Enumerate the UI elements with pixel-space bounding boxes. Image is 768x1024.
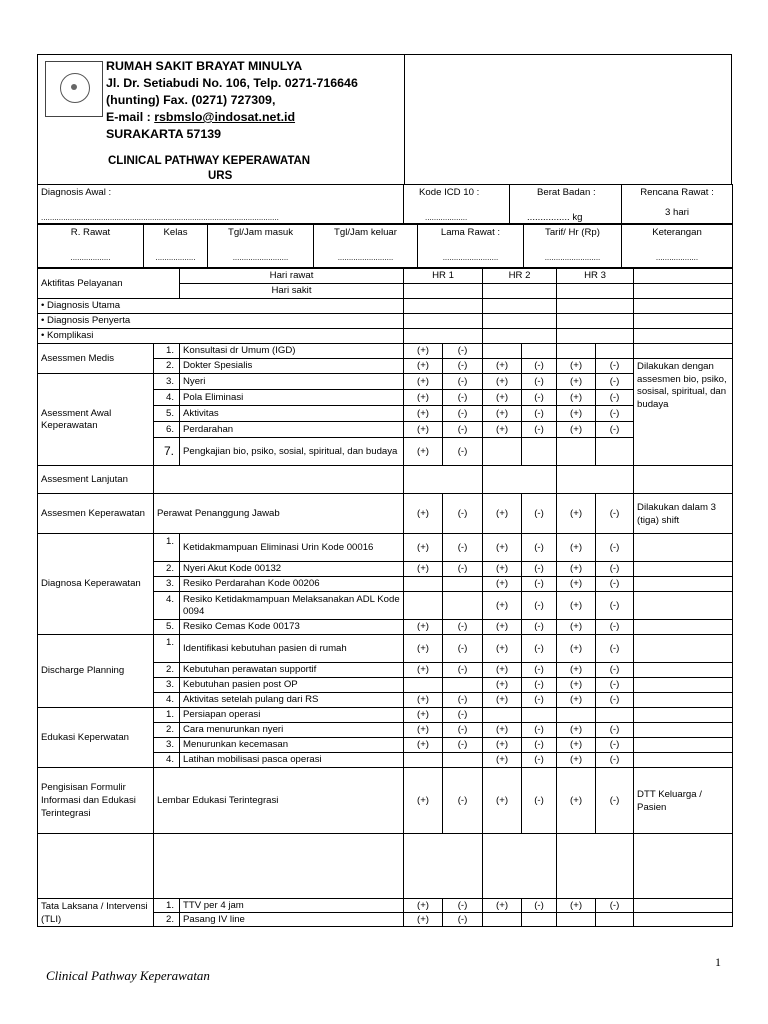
- table-row: 4. Resiko Ketidakmampuan Melaksanakan ADL Kode 0094 (+) (-) (+) (-): [38, 592, 733, 620]
- hr2-sakit-cell[interactable]: [483, 284, 557, 299]
- hospital-header: [38, 55, 405, 184]
- table-row: 2. Cara menurunkan nyeri (+) (-) (+) (-) (+) (-): [38, 723, 733, 738]
- table-row: Pengisisan Formulir Informasi dan Edukasi Terintegrasi Lembar Edukasi Terintegrasi (+) (-) (+) (-) (+) (-) DTT Keluarga / Pasien: [38, 768, 733, 834]
- table-row: Diagnosa Keperawatan 1. Ketidakmampuan Eliminasi Urin Kode 00016 (+) (-) (+) (-) (+) (-): [38, 534, 733, 562]
- table-row: [38, 466, 733, 494]
- hospital-name: RUMAH SAKIT BRAYAT MINULYA: [106, 59, 303, 73]
- item-label: Dokter Spesialis: [180, 359, 404, 374]
- stay-table: [37, 224, 733, 268]
- plus-checkbox[interactable]: (+): [404, 344, 443, 359]
- section-label-discharge: Discharge Planning: [38, 635, 154, 708]
- table-row: 5. Resiko Cemas Kode 00173 (+) (-) (+) (-) (+) (-): [38, 620, 733, 635]
- rencana-rawat-cell[interactable]: Rencana Rawat : 3 hari: [622, 185, 733, 224]
- table-row: 7. Pengkajian bio, psiko, sosial, spiritual, dan budaya (+) (-): [38, 438, 733, 466]
- diagnosis-awal-cell[interactable]: Diagnosis Awal : ...........................................................................................................: [38, 185, 404, 224]
- hospital-city: SURAKARTA 57139: [106, 127, 221, 141]
- section-label-asesmen-awal: Asessment Awal Keperawatan: [38, 374, 154, 466]
- table-row: Asessmen Medis 1. Konsultasi dr Umum (IGD) (+) (-): [38, 344, 733, 359]
- hr1-sakit-cell[interactable]: [404, 284, 483, 299]
- table-row: 2. Dokter Spesialis (+) (-) (+) (-) (+) (-) Dilakukan dengan assesmen bio, psiko, sosisal, spiritual, dan budaya: [38, 359, 733, 374]
- table-row: Edukasi Keperwatan 1. Persiapan operasi (+) (-): [38, 708, 733, 723]
- header-blank: [405, 55, 731, 184]
- hospital-email-line: E-mail : rsbmslo@indosat.net.id: [106, 110, 296, 124]
- table-row: 4. Pola Eliminasi (+) (-) (+) (-) (+) (-): [38, 390, 733, 406]
- hr2-header: HR 2: [483, 269, 557, 284]
- table-row: Tata Laksana / Intervensi (TLI) 1. TTV per 4 jam (+) (-) (+) (-) (+) (-): [38, 899, 733, 913]
- note-asesmen-keperawatan: Dilakukan dalam 3 (tiga) shift: [634, 494, 733, 534]
- tarif-cell[interactable]: Tarif/ Hr (Rp) .........................: [524, 225, 622, 268]
- footer-title: Clinical Pathway Keperawatan: [46, 968, 210, 983]
- table-row: 4. Latihan mobilisasi pasca operasi (+) (-) (+) (-): [38, 753, 733, 768]
- diagnosis-penyerta-label: • Diagnosis Penyerta: [38, 314, 404, 329]
- form-title-sub: URS: [208, 170, 233, 182]
- hospital-email[interactable]: rsbmslo@indosat.net.id: [154, 110, 296, 124]
- table-row: 5. Aktivitas (+) (-) (+) (-) (+) (-): [38, 406, 733, 422]
- form-header: [37, 54, 732, 184]
- table-row: Assesmen Keperawatan Perawat Penanggung Jawab (+) (-) (+) (-) (+) (-) Dilakukan dalam 3 (tiga) shift: [38, 494, 733, 534]
- hr1-header: HR 1: [404, 269, 483, 284]
- page-number: 1: [715, 955, 721, 969]
- tgl-keluar-cell[interactable]: Tgl/Jam keluar .........................: [314, 225, 418, 268]
- note-formulir: DTT Keluarga / Pasien: [634, 768, 733, 834]
- table-row: 6. Perdarahan (+) (-) (+) (-) (+) (-): [38, 422, 733, 438]
- header-note-cell: [634, 269, 733, 284]
- section-label-formulir: Pengisisan Formulir Informasi dan Edukasi Terintegrasi: [38, 768, 154, 834]
- section-label-asesmen-lanjutan: Assesment Lanjutan: [38, 466, 154, 494]
- form-title-main: CLINICAL PATHWAY KEPERAWATAN: [108, 155, 311, 167]
- hr3-header: HR 3: [557, 269, 634, 284]
- hospital-fax: (hunting) Fax. (0271) 727309,: [106, 93, 276, 107]
- table-row: 4. Aktivitas setelah pulang dari RS (+) (-) (+) (-) (+) (-): [38, 693, 733, 708]
- section-label-tata-laksana: Tata Laksana / Intervensi (TLI): [38, 899, 154, 927]
- hari-sakit-label: Hari sakit: [180, 284, 404, 299]
- table-row: [38, 834, 733, 899]
- keterangan-cell[interactable]: Keterangan ...................: [622, 225, 733, 268]
- sakit-note-cell: [634, 284, 733, 299]
- hospital-logo-icon: [45, 61, 103, 117]
- table-row: Asessment Awal Keperawatan 3. Nyeri (+) (-) (+) (-) (+) (-): [38, 374, 733, 390]
- document-page: [37, 54, 732, 927]
- section-label-asesmen-keperawatan: Assesmen Keperawatan: [38, 494, 154, 534]
- item-label: Konsultasi dr Umum (IGD): [180, 344, 404, 359]
- table-row: 3. Kebutuhan pasien post OP (+) (-) (+) (-): [38, 678, 733, 693]
- r-rawat-cell[interactable]: R. Rawat ..................: [38, 225, 144, 268]
- komplikasi-label: • Komplikasi: [38, 329, 404, 344]
- pathway-table: [37, 268, 733, 927]
- minus-checkbox[interactable]: (-): [443, 344, 483, 359]
- lama-rawat-cell[interactable]: Lama Rawat : .........................: [418, 225, 524, 268]
- hospital-info: [106, 58, 358, 143]
- hr3-sakit-cell[interactable]: [557, 284, 634, 299]
- table-row: 2. Kebutuhan perawatan supportif (+) (-) (+) (-) (+) (-): [38, 663, 733, 678]
- hospital-address: Jl. Dr. Setiabudi No. 106, Telp. 0271-716646: [106, 76, 358, 90]
- table-row: 3. Menurunkan kecemasan (+) (-) (+) (-) (+) (-): [38, 738, 733, 753]
- table-row: 2. Nyeri Akut Kode 00132 (+) (-) (+) (-) (+) (-): [38, 562, 733, 577]
- section-label-edukasi: Edukasi Keperwatan: [38, 708, 154, 768]
- table-row: 2. Pasang IV line (+) (-): [38, 913, 733, 927]
- table-row: Discharge Planning 1. Identifikasi kebutuhan pasien di rumah (+) (-) (+) (-) (+) (-): [38, 635, 733, 663]
- form-title: [108, 154, 310, 184]
- hari-rawat-label: Hari rawat: [180, 269, 404, 284]
- kelas-cell[interactable]: Kelas ..................: [144, 225, 208, 268]
- weight-cell[interactable]: Berat Badan : ................ kg: [510, 185, 622, 224]
- section-label-asesmen-medis: Asessmen Medis: [38, 344, 154, 374]
- section-label-diagnosa: Diagnosa Keperawatan: [38, 534, 154, 635]
- table-row: 3. Resiko Perdarahan Kode 00206 (+) (-) (+) (-): [38, 577, 733, 592]
- info-table: [37, 184, 733, 224]
- diagnosis-utama-label: • Diagnosis Utama: [38, 299, 404, 314]
- note-asesmen-awal: Dilakukan dengan assesmen bio, psiko, sosisal, spiritual, dan budaya: [634, 359, 733, 466]
- tgl-masuk-cell[interactable]: Tgl/Jam masuk .........................: [208, 225, 314, 268]
- aktifitas-pelayanan-label: Aktifitas Pelayanan: [38, 269, 180, 299]
- icd-cell[interactable]: Kode ICD 10 : ...................: [404, 185, 510, 224]
